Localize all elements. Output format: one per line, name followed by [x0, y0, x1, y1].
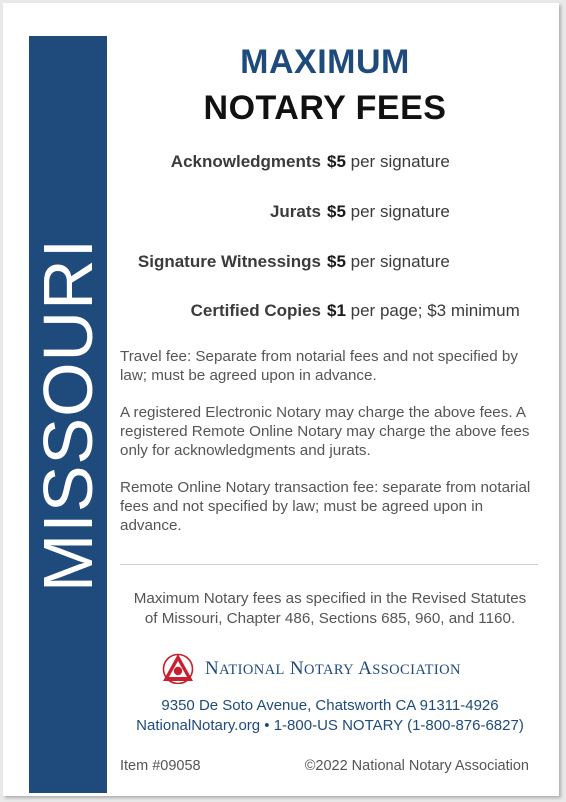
- divider: [120, 564, 538, 565]
- fee-value: [327, 301, 520, 321]
- web-phone-line: NationalNotary.org • 1-800-US NOTARY (1-800-876-6827): [136, 717, 524, 734]
- fee-row-signature-witnessings: [113, 252, 553, 276]
- title-notary-fees: NOTARY FEES: [203, 89, 447, 127]
- fee-row-acknowledgments: [113, 152, 553, 176]
- title-maximum: MAXIMUM: [240, 43, 410, 81]
- fee-amount: $5: [327, 252, 346, 271]
- address-line: 9350 De Soto Avenue, Chatsworth CA 91311-4926: [161, 697, 499, 714]
- fee-amount: $5: [327, 202, 346, 221]
- copyright: ©2022 National Notary Association: [304, 758, 529, 774]
- org-name: NATIONAL NOTARY ASSOCIATION: [205, 658, 461, 679]
- fee-detail: per signature: [345, 152, 450, 171]
- fee-label: Jurats: [269, 202, 321, 221]
- travel-fee-paragraph: Travel fee: Separate from notarial fees and not specified by law; must be agreed upon in advance.: [120, 348, 518, 384]
- fee-detail: per signature: [345, 252, 450, 271]
- fee-value: [327, 252, 450, 272]
- fee-label: Signature Witnessings: [137, 252, 321, 271]
- contact-info: [115, 696, 545, 736]
- state-sidebar: [29, 36, 107, 793]
- item-number: Item #09058: [120, 758, 201, 774]
- statute-note: [115, 589, 545, 629]
- statute-line-2: of Missouri, Chapter 486, Sections 685, 960, and 1160.: [144, 610, 516, 627]
- nna-triangle-seal-icon: [161, 652, 195, 684]
- fee-row-certified-copies: [113, 301, 553, 325]
- fee-value: [327, 152, 450, 172]
- electronic-notary-paragraph: A registered Electronic Notary may charge the above fees. A registered Remote Online Notary may charge the above fees only for acknowledgments and jurats.: [120, 404, 530, 459]
- fee-amount: $1: [327, 301, 346, 320]
- fee-detail: per page; $3 minimum: [345, 301, 520, 320]
- fee-amount: $5: [327, 152, 346, 171]
- fee-value: [327, 202, 450, 222]
- fee-label: Acknowledgments: [170, 152, 321, 171]
- fee-label: Certified Copies: [190, 301, 321, 320]
- fee-card: [3, 3, 559, 796]
- fee-row-jurats: [113, 202, 553, 226]
- state-name: MISSOURI: [29, 237, 107, 592]
- fee-detail: per signature: [345, 202, 450, 221]
- ron-transaction-fee-paragraph: Remote Online Notary transaction fee: separate from notarial fees and not specified by law; must be agreed upon in advance.: [120, 479, 531, 534]
- statute-line-1: Maximum Notary fees as specified in the Revised Statutes: [133, 590, 527, 607]
